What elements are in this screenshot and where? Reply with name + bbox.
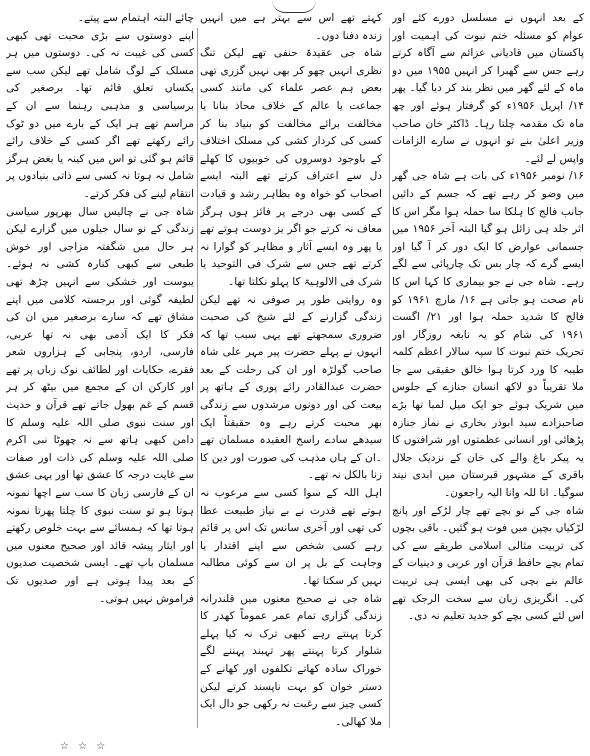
paragraph: وہ روایتی طور پر صوفی نہ تھے لیکن زندگی گزارنے کے لئے شیخ کی صحبت ضروری سمجھتے تھے یہی سبب تھا کہ انہوں نے پہلے حضرت پیر مہر علی شاہ صاحب گولڑہ اور ان کی رحلت کے بعد حضرت عبدالقادر رائے پوری کے ہاتھ پر بیعت کی اور دونوں مرشدوں سے زندگی بھر محبت کرتے رہے وہ حقیقتاً ایک سیدھے سادے راسخ العقیدہ مسلمان تھے ۔ان کے ہاں مذہب کی صورت اور دین کا زنا بالکل نہ تھے۔ — [200, 293, 382, 482]
paragraph: شاہ جی نے چالیس سال بھرپور سیاسی زندگی کے نو سال جیلوں میں گزارے لیکن ہر حال میں شگفتہ مزاجی اور خوش طبعی سے کبھی کنارہ کشی نہ ہوئے۔ یبوست اور خشکی سے انہیں چڑھ تھی لطیفہ گوئی اور برجستہ کلامی میں اپنے مشاق تھے کہ سارے برصغیر میں ان کی فکر کا ایک آدمی بھی نہ تھا عربی، فارسی، اردو، پنجابی کے ہزاروں شعر فقرے، حکایات اور لطائف نوک زباں پر تھے اور کارکن ان کے مجمع میں بیٹھ کر ہر قسم کے غم بھول جاتے تھے قرآن و حدیث اور سنت نبوی صلی اللہ علیہ وسلم کا دامن کبھی ہاتھ سے نہ چھوٹا نبی اکرم صلی اللہ علیہ وسلم کی ذات اور صفات سے غایت درجہ کا عشق تھا اور یہی عشق ان کے فارسی زبان کا سب سے اچھا نمونہ ہوتا ہو تو سنت نبوی کا چلتا پھرتا نمونہ ہوتا تھا کہ ہمسائے سے بہت خلوص رکھتے اور ایثار پیشہ قائد اور صحیح معنوں میں مسلمان باپ تھے۔ ایسی شخصیت صدیوں کے بعد پیدا ہوتی ہے اور صدیوں تک فراموش نہیں ہوتی۔ — [6, 205, 194, 605]
paragraph: ۱۶/ نومبر ۱۹۵۶ء کی بات ہے شاہ جی گھر میں وضو کر رہے تھے کہ جسم کے دائیں جانب فالج کا ہلکا سا حملہ ہوا مگر اس کا اثر جلد ہی زائل ہو گیا البتہ آخر ۱۹۵۶ میں جسمانی عوارض کا ایک دور کر آ گیا اور ایسے گرے کہ چار بس تک چارپائی سے لگے رہے۔ شاہ جی نے جو بیماری کا کہا اس کا نام صحت ہو جاتی ہے ۱۶/ مارچ ۱۹۶۱ کو فالج کا شدید حملہ ہوا اور ۲۱/ اگست ۱۹۶۱ کی شام کو یہ نابغہ روزگار اور تحریک ختم نبوت کا سپہ سالار اعظم کلمہ طیبہ کا ورد کرتا ہوا خالق حقیقی سے جا ملا تقریباً دو لاکھ انسان جنازے کے جلوس میں شریک ہوئے جو ایک میل لمبا تھا بڑے صاحبزادے سید ابوذر بخاری نے نماز جنازہ پڑھائی اور انسانی عظمتوں اور شرافتوں کا یہ پیکر باغ والے کی خان کے نزدیک جلال باقری کے مشہور قبرستان میں ابدی نیند سوگیا۔ انا للہ وانا الیہ راجعون۔ — [392, 170, 584, 500]
column-divider — [197, 28, 198, 728]
column-left — [6, 10, 194, 734]
column-middle — [200, 10, 382, 734]
paragraph: کے بعد انہوں نے مسلسل دورے کئے اور عوام کو مسئلہ ختم نبوت کی اہمیت اور پاکستان میں قادیانی عزائم سے آگاہ کرتے رہے جس سے گھبرا کر انہیں ۱۹۵۵ میں دو ماہ کے لئے گھر میں نظر بند کر دیا گیا۔ پھر ۱۴/ اپریل ۱۹۵۶ء کو گرفتار ہوئے اور چھ ماہ تک مقدمہ چلتا رہا۔ ڈاکٹر خان صاحب وزیر اعلیٰ بنے تو انہوں نے سارے الزامات واپس لے لئے۔ — [392, 12, 584, 165]
paragraph: چائے البتہ اہتمام سے پیتے۔ — [77, 12, 194, 24]
column-divider — [389, 28, 390, 728]
paragraph: اپنے دوستوں سے بڑی محبت تھی کبھی کسی کی غیبت نہ کی۔ دوستوں میں ہر مسلک کے لوگ شامل تھے لیکن سب سے یکساں تعلق قائم تھا۔ برصغیر کی برسیاسی و مذہبی رہنما سے ان کے مراسم تھے ہر ایک کے بارے میں دو ٹوک رائے رکھتے تھے اگر کسی کے خلاف رائے قائم ہو گئی تو اس میں کینہ یا بغض ہرگز شامل نہ ہوتا نہ کسی سے ذاتی بنیادوں پر انتقام لینے کی فکر کرتے۔ — [6, 29, 194, 200]
paragraph: شاہ جی عقیدۃ حنفی تھے لیکن تنگ نظری انہیں چھو کر بھی نہیں گزری تھی بعض ہم عصر علماء کی مانند کسی جماعت یا عالم کے خلاف محاذ بنانا یا مخالفت برائے مخالفت کو بنیاد بنا کر کسی کی کردار کشی کی مسلک اختلاف کے باوجود دوسروں کی خوبیوں کا کھلے دل سے اعتراف کرتے تھے البتہ ایسے اصحاب کو خواہ وہ بظاہر رشد و قیادت کے کسی بھی درجے پر فائز ہوں ہرگز معاف نہ کرتے جو اگر یز دوست ہوتے تھے یا پھر وہ ایسے آثار و مظاہر کو گوارا نہ کرتے تھے جس سے شرک فی التوحید یا شرک فی الالوہیۃ کا پہلو نکلتا تھا۔ — [200, 47, 382, 288]
paragraph: اہل اللہ کے سوا کسی سے مرعوب نہ ہوتے تھے قدرت نے بے نیاز طبیعت عطا کی تھی اور آخری سانس تک اس پر قائم رہے کسی شخص سے اپنے اقتدار یا وجاہت کے بل پر ان سے کوئی مطالبہ نہیں کر سکتا تھا۔ — [200, 487, 382, 587]
paragraph: شاہ جی نے صحیح معنوں میں قلندرانہ زندگی گزاری تمام عمر عموماً کھدر کا کرتا پہنتے رہے کبھی ترک نہ کیا پہلے شلوار کرتا پہنتے پھر تہبند پہننے لگے خوراک سادہ کھاتے تکلفوں اور کھانے کے دستر خوان کو بہت ناپسند کرتے لیکن کسی چیز سے رغبت نہ رکھی جو دال ایک ملا کھالی۔ — [200, 592, 382, 728]
paragraph: شاہ جی کے نو بچے تھے چار لڑکے اور پانچ لڑکیاں بچپن میں فوت ہو گئیں۔ باقی بچوں کی تربیت مثالی اسلامی طریقے سے کی تمام بچے حافظ قرآن اور عربی و دینیات کے عالم بنے بچی کی بھی ایسی ہی تربیت کی۔ انگریزی زبان سے سخت الرجک تھے اس لئے کسی بچے کو جدید تعلیم نہ دی۔ — [392, 504, 584, 623]
section-end-marks: ☆ ☆ ☆ — [60, 741, 109, 752]
paragraph: کہتے تھے اس سے بہتر ہے میں انہیں زندہ دفنا دوں۔ — [200, 12, 382, 42]
column-right — [392, 10, 584, 734]
